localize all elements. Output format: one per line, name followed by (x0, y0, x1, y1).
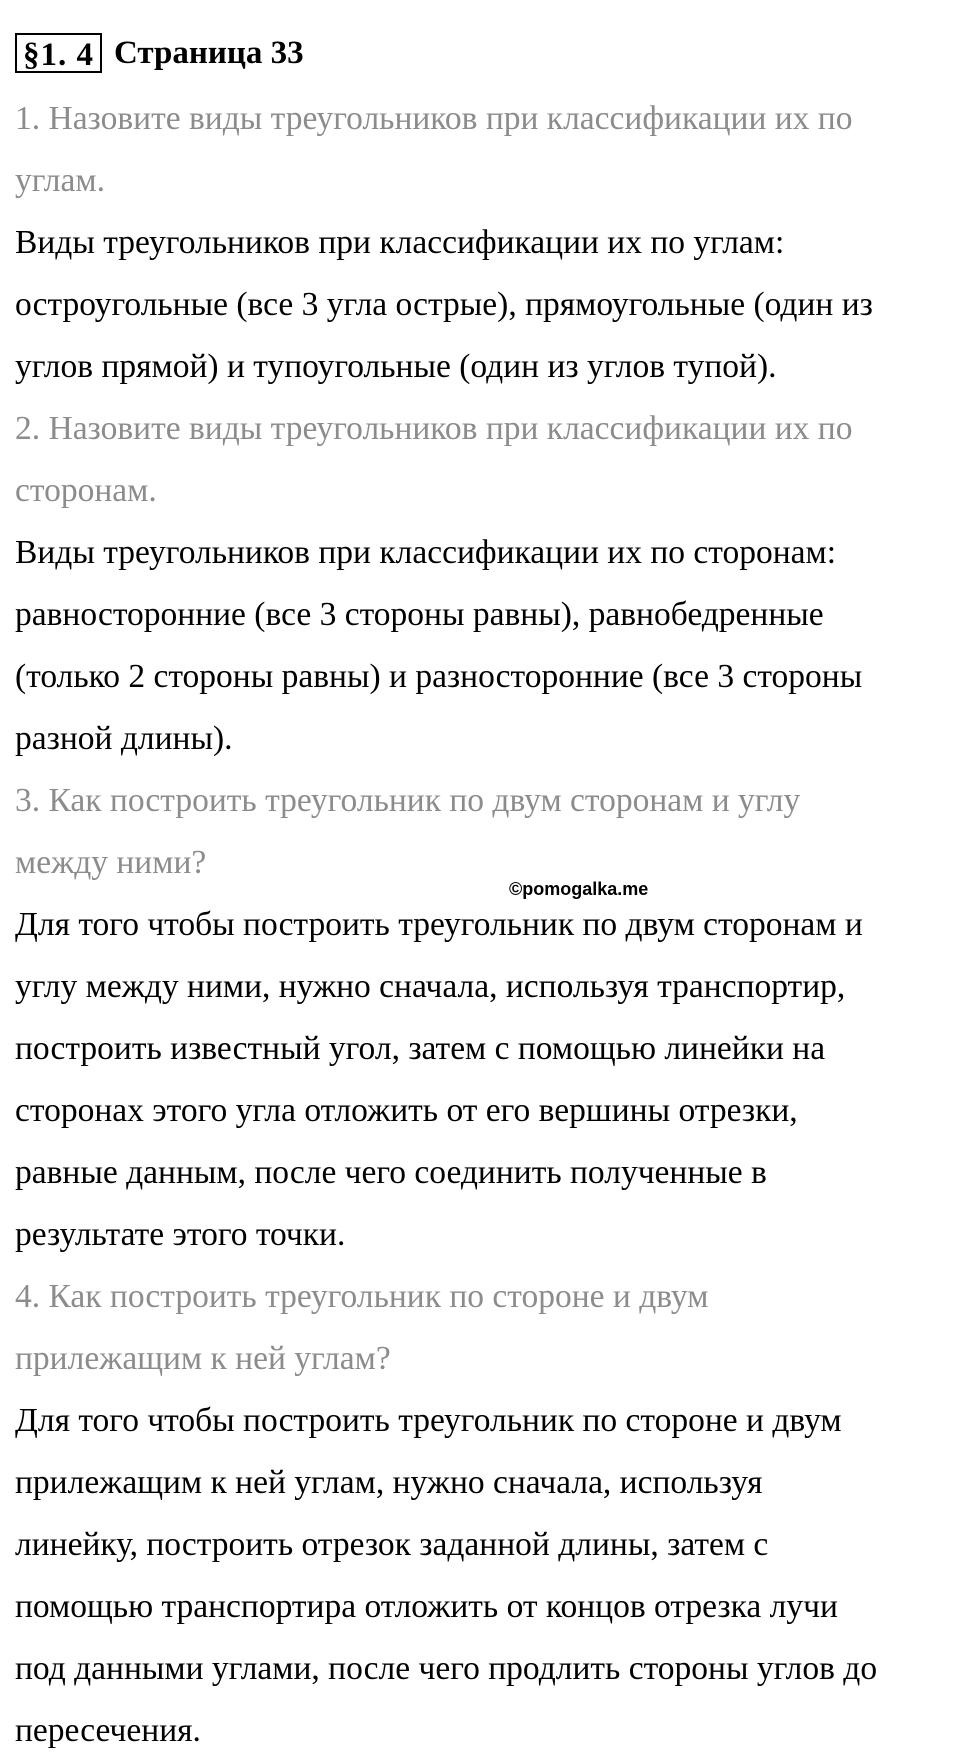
answer-line: пересечения. (15, 1712, 201, 1749)
question-line: прилежащим к ней углам? (15, 1340, 391, 1377)
answer-line: равносторонние (все 3 стороны равны), равнобедренные (15, 596, 824, 633)
question-1 (15, 88, 950, 212)
qa-content (15, 88, 950, 1762)
answer-line: линейку, построить отрезок заданной длины, затем с (15, 1526, 769, 1563)
answer-line: остроугольные (все 3 угла острые), прямоугольные (один из (15, 286, 873, 323)
qa-item-1 (15, 88, 950, 398)
answer-line: построить известный угол, затем с помощью линейки на (15, 1030, 826, 1067)
answer-line: Виды треугольников при классификации их по углам: (15, 224, 785, 261)
page-title: Страница 33 (114, 34, 304, 71)
answer-line: под данными углами, после чего продлить стороны углов до (15, 1650, 878, 1687)
qa-item-4 (15, 1266, 950, 1762)
answer-line: разной длины). (15, 720, 233, 757)
answer-line: Для того чтобы построить треугольник по стороне и двум (15, 1402, 842, 1439)
answer-3 (15, 894, 950, 1266)
answer-1 (15, 212, 950, 398)
question-2 (15, 398, 950, 522)
answer-line: Виды треугольников при классификации их по сторонам: (15, 534, 837, 571)
answer-line: равные данным, после чего соединить полученные в (15, 1154, 767, 1191)
answer-line: помощью транспортира отложить от концов отрезка лучи (15, 1588, 838, 1625)
question-line: сторонам. (15, 472, 157, 509)
watermark-text: ©pomogalka.me (509, 879, 649, 899)
question-line: углам. (15, 162, 105, 199)
answer-line: Для того чтобы построить треугольник по двум сторонам и (15, 906, 863, 943)
question-line: между ними? (15, 844, 207, 881)
answer-line: (только 2 стороны равны) и разносторонние (все 3 стороны (15, 658, 863, 695)
answer-line: углов прямой) и тупоугольные (один из углов тупой). (15, 348, 777, 385)
question-3 (15, 770, 950, 894)
section-number: §1. 4 (15, 33, 102, 73)
answer-line: прилежащим к ней углам, нужно сначала, используя (15, 1464, 763, 1501)
qa-item-2 (15, 398, 950, 770)
question-line: 3. Как построить треугольник по двум сторонам и углу (15, 782, 801, 819)
answer-line: результате этого точки. (15, 1216, 346, 1253)
page-header (15, 30, 304, 76)
answer-line: углу между ними, нужно сначала, используя транспортир, (15, 968, 846, 1005)
question-line: 2. Назовите виды треугольников при классификации их по (15, 410, 853, 447)
question-line: 4. Как построить треугольник по стороне и двум (15, 1278, 709, 1315)
question-4 (15, 1266, 950, 1390)
answer-4 (15, 1390, 950, 1762)
answer-2 (15, 522, 950, 770)
qa-item-3 (15, 770, 950, 1266)
question-line: 1. Назовите виды треугольников при классификации их по (15, 100, 853, 137)
answer-line: сторонах этого угла отложить от его вершины отрезки, (15, 1092, 798, 1129)
